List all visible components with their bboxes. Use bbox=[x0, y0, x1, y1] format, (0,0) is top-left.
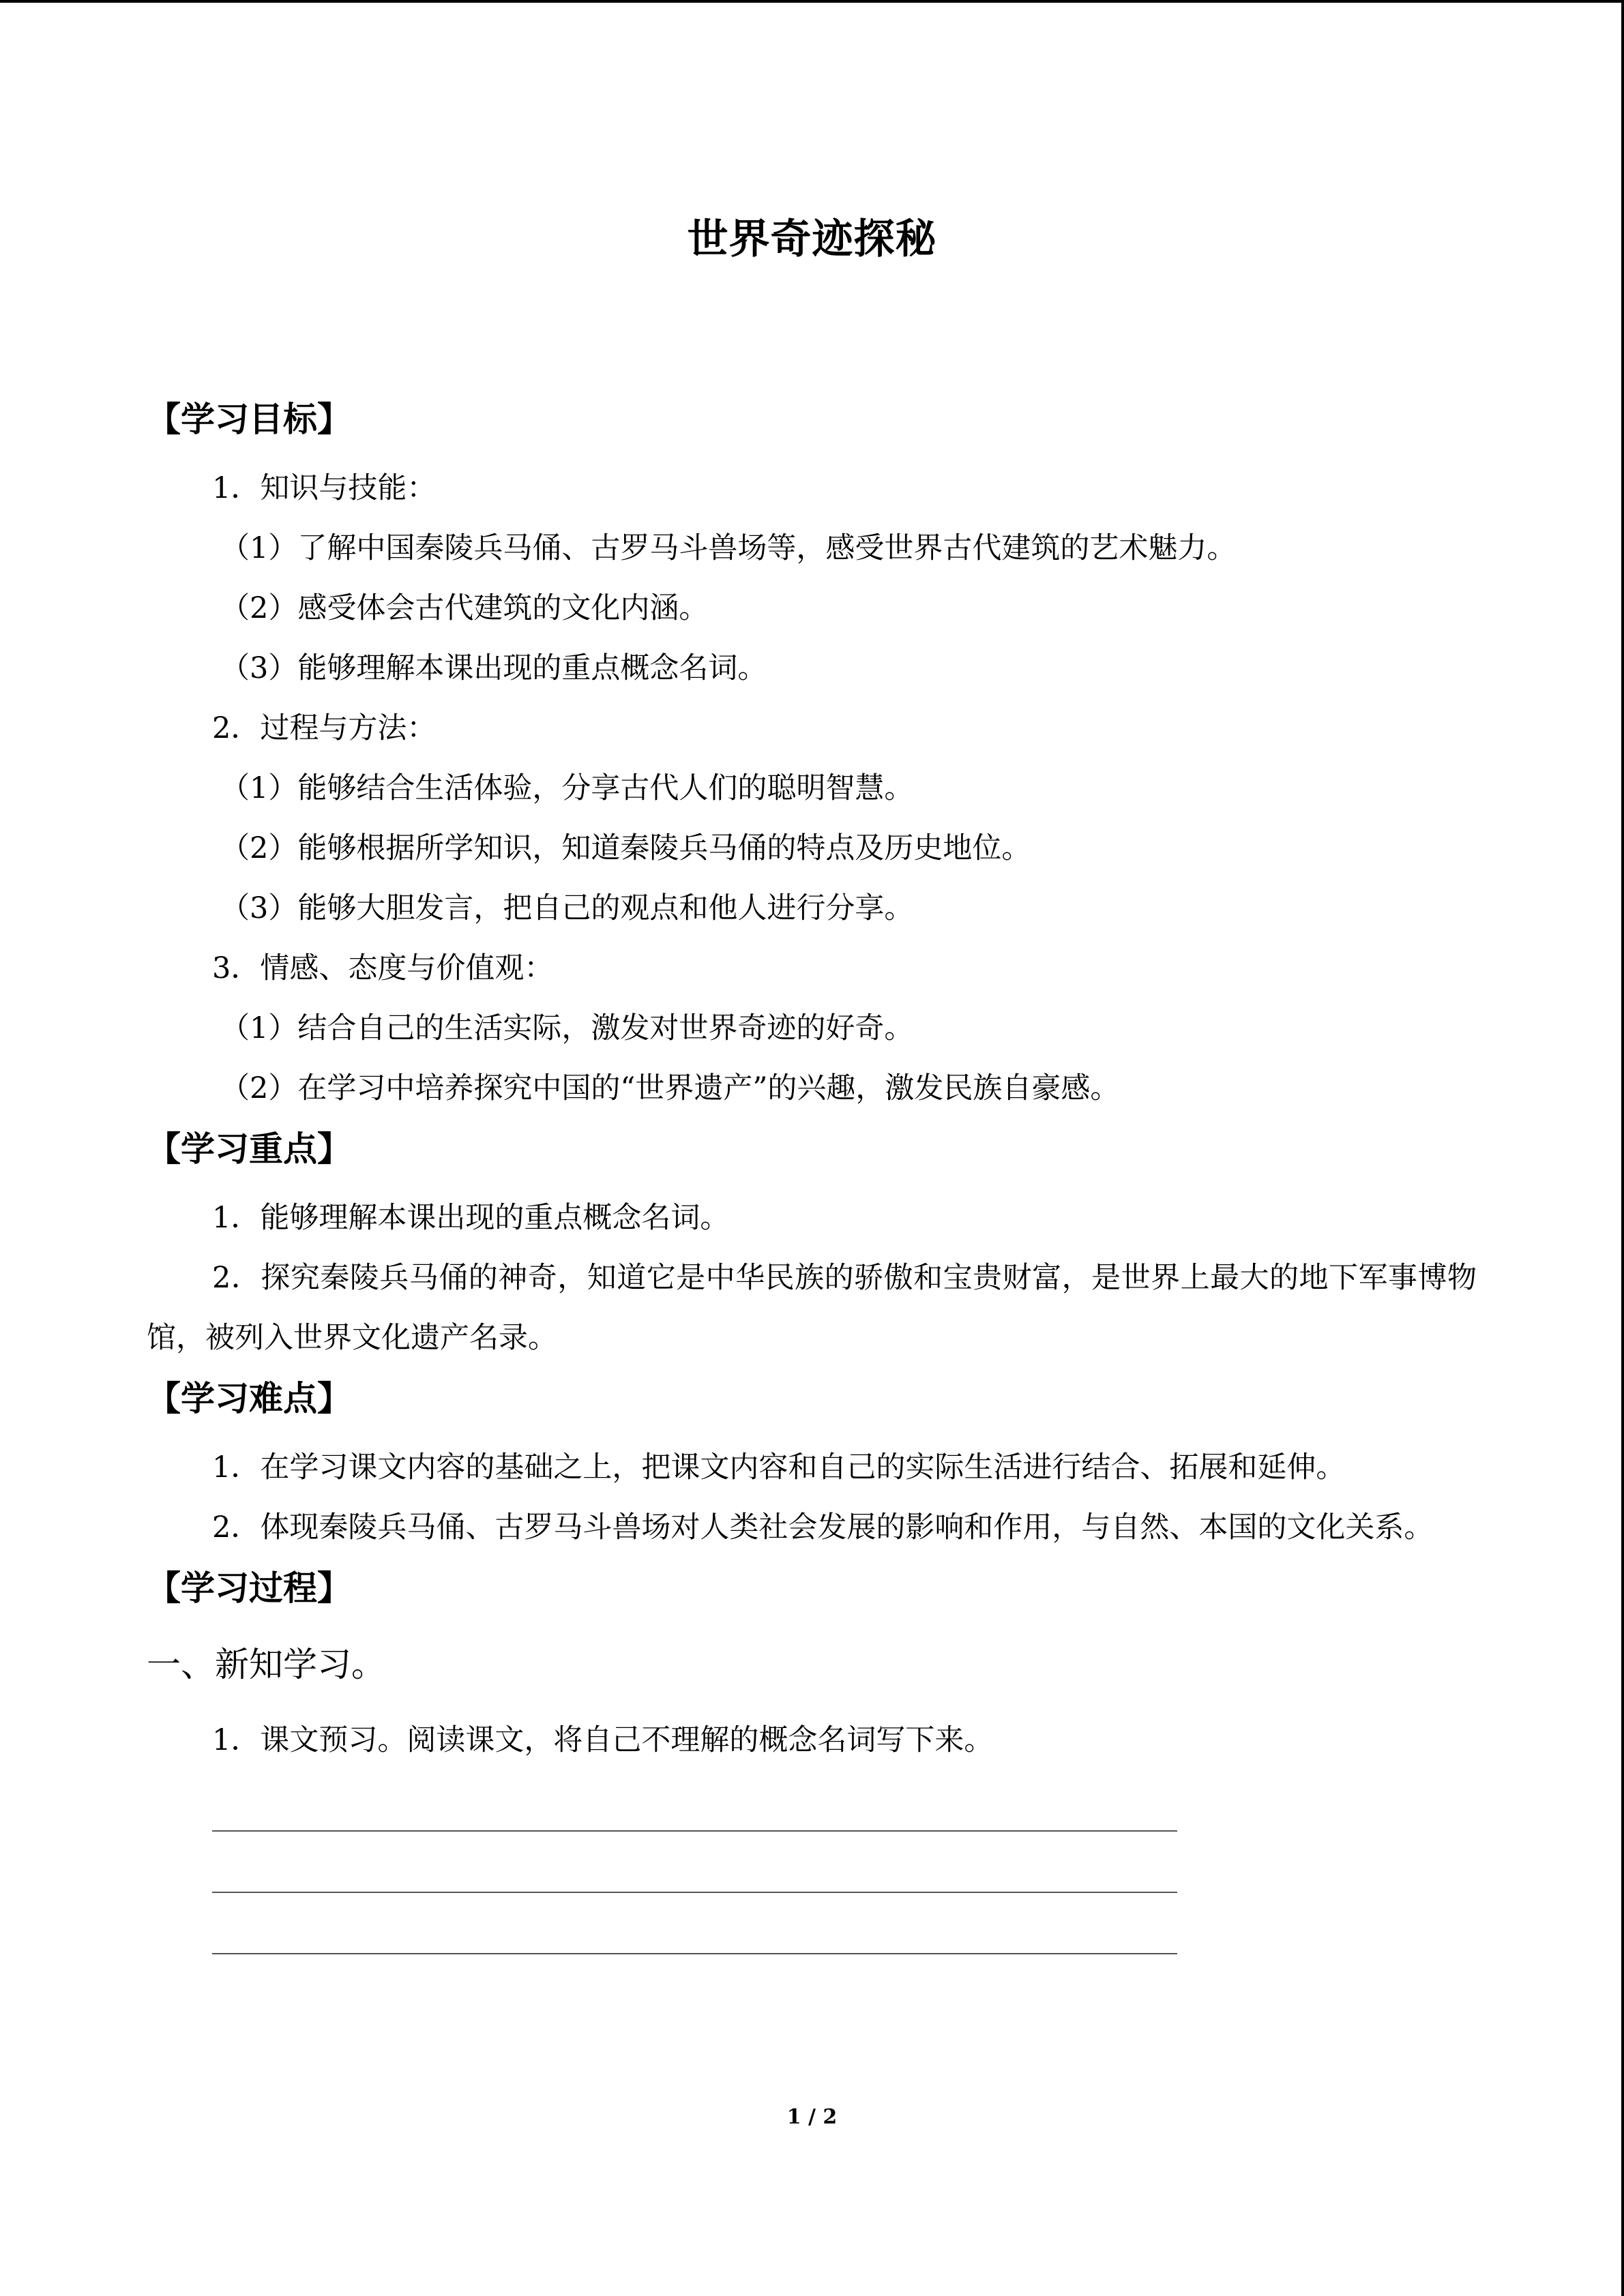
page-top-border bbox=[0, 0, 1624, 3]
answer-blank-line[interactable] bbox=[212, 1832, 1177, 1893]
objective-line: （2）能够根据所学知识，知道秦陵兵马俑的特点及历史地位。 bbox=[220, 831, 1031, 865]
objective-line: 3．情感、态度与价值观： bbox=[212, 951, 554, 985]
page-title: 世界奇迹探秘 bbox=[687, 215, 937, 263]
difficulty-item: 2．体现秦陵兵马俑、古罗马斗兽场对人类社会发展的影响和作用，与自然、本国的文化关系。 bbox=[212, 1510, 1434, 1545]
objective-line: （2）感受体会古代建筑的文化内涵。 bbox=[220, 591, 709, 625]
answer-blank-line[interactable] bbox=[212, 1770, 1177, 1832]
difficulties-heading: 【学习难点】 bbox=[147, 1379, 351, 1418]
section-title: 一、新知学习。 bbox=[147, 1645, 385, 1684]
objective-line: （3）能够理解本课出现的重点概念名词。 bbox=[220, 651, 767, 685]
objective-line: （3）能够大胆发言，把自己的观点和他人进行分享。 bbox=[220, 891, 914, 925]
objective-line: （1）能够结合生活体验，分享古代人们的聪明智慧。 bbox=[220, 771, 914, 805]
objective-line: （2）在学习中培养探究中国的“世界遗产”的兴趣，激发民族自豪感。 bbox=[220, 1071, 1120, 1105]
page-number: 1 / 2 bbox=[786, 2105, 838, 2129]
page-right-border bbox=[1621, 0, 1624, 2296]
objective-line: （1）了解中国秦陵兵马俑、古罗马斗兽场等，感受世界古代建筑的艺术魅力。 bbox=[220, 531, 1237, 565]
document-body bbox=[147, 389, 1477, 1954]
objective-line: 1．知识与技能： bbox=[212, 471, 437, 505]
objective-line: （1）结合自己的生活实际，激发对世界奇迹的好奇。 bbox=[220, 1011, 914, 1045]
key-points-heading: 【学习重点】 bbox=[147, 1129, 351, 1169]
objective-line: 2．过程与方法： bbox=[212, 711, 437, 745]
objectives-heading: 【学习目标】 bbox=[147, 400, 351, 439]
process-heading: 【学习过程】 bbox=[147, 1568, 351, 1608]
key-point-item: 1．能够理解本课出现的重点概念名词。 bbox=[212, 1201, 730, 1235]
key-point-item: 2．探究秦陵兵马俑的神奇，知道它是中华民族的骄傲和宝贵财富，是世界上最大的地下军事博物馆，被列入世界文化遗产名录。 bbox=[147, 1261, 1477, 1355]
answer-blank-line[interactable] bbox=[212, 1893, 1177, 1954]
difficulty-item: 1．在学习课文内容的基础之上，把课文内容和自己的实际生活进行结合、拓展和延伸。 bbox=[212, 1450, 1346, 1485]
task-line: 1．课文预习。阅读课文，将自己不理解的概念名词写下来。 bbox=[212, 1723, 994, 1757]
